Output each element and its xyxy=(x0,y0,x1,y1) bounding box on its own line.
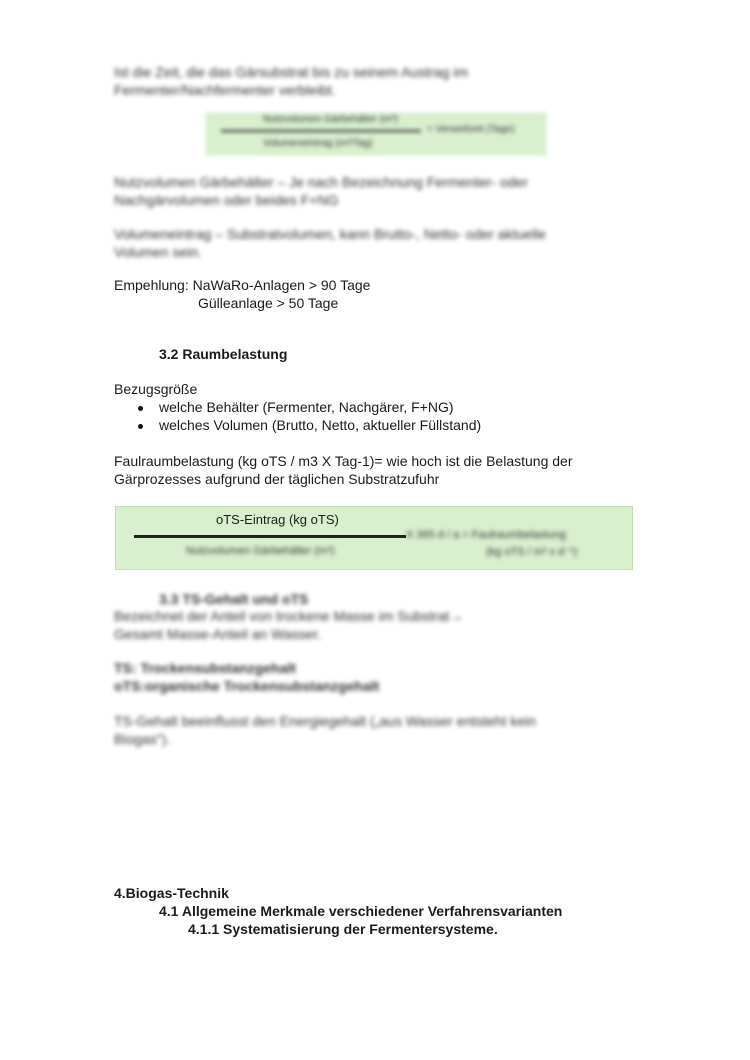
description-line: Faulraumbelastung (kg oTS / m3 X Tag-1)= wie hoch ist die Belastung der xyxy=(114,453,573,469)
subsection-heading: 4.1 Allgemeine Merkmale verschiedener Verfahrensvarianten xyxy=(159,903,563,919)
blurred-text-line: Nachgärvolumen oder beides F+NG xyxy=(114,192,339,208)
description-line: Gärprozesses aufgrund der täglichen Substratzufuhr xyxy=(114,471,440,487)
list-item: welche Behälter (Fermenter, Nachgärer, F+NG) xyxy=(159,399,454,415)
bullet-icon xyxy=(138,424,143,429)
blurred-text-line: TS-Gehalt beeinflusst den Energiegehalt („aus Wasser entsteht kein xyxy=(114,713,537,729)
blurred-text-line: Nutzvolumen Gärbehälter – Je nach Bezeichnung Fermenter- oder xyxy=(114,174,528,190)
bullet-icon xyxy=(138,406,143,411)
formula-box-raumbelastung xyxy=(115,506,633,570)
section-heading: 3.2 Raumbelastung xyxy=(159,346,288,362)
formula-numerator: oTS-Eintrag (kg oTS) xyxy=(216,512,339,527)
list-item: welches Volumen (Brutto, Netto, aktueller Füllstand) xyxy=(159,417,482,433)
formula-result: = Verweilzeit (Tage) xyxy=(427,124,515,135)
subsubsection-heading: 4.1.1 Systematisierung der Fermentersysteme. xyxy=(188,921,498,937)
chapter-heading: 4.Biogas-Technik xyxy=(114,885,229,901)
blurred-text-line: Volumeneintrag – Substratvolumen, kann Brutto-, Netto- oder aktuelle xyxy=(114,226,546,242)
formula-denominator: Volumeneintrag (m³/Tag) xyxy=(263,138,373,149)
blurred-text-line: Biogas"). xyxy=(114,731,171,747)
fraction-bar xyxy=(221,130,421,132)
blurred-text-line: Gesamt Masse-Anteil an Wasser. xyxy=(114,626,322,642)
recommendation-line: Empehlung: NaWaRo-Anlagen > 90 Tage xyxy=(114,277,371,293)
formula-denominator: Nutzvolumen Gärbehälter (m³) xyxy=(186,545,335,557)
formula-numerator: Nutzvolumen Gärbehälter (m³) xyxy=(263,114,399,125)
blurred-text-line: Ist die Zeit, die das Gärsubstrat bis zu seinem Austrag im xyxy=(114,64,469,80)
formula-result: X 365 d / a = Faulraumbelastung xyxy=(406,529,566,541)
blurred-text-line: Volumen sein. xyxy=(114,244,202,260)
formula-box-verweilzeit xyxy=(206,113,546,155)
fraction-bar xyxy=(134,535,406,538)
reference-label: Bezugsgröße xyxy=(114,381,198,397)
blurred-text-line: Fermenter/Nachfermenter verbleibt. xyxy=(114,82,336,98)
blurred-bold-line: oTS:organische Trockensubstanzgehalt xyxy=(114,678,380,694)
recommendation-line-2: Gülleanlage > 50 Tage xyxy=(198,295,339,311)
blurred-section-heading: 3.3 TS-Gehalt und oTS xyxy=(159,591,309,607)
formula-result-unit: (kg oTS / m³ x d⁻¹) xyxy=(486,546,578,558)
blurred-bold-line: TS: Trockensubstanzgehalt xyxy=(114,660,297,676)
blurred-text-line: Bezeichnet der Anteil von trockene Masse im Substrat→ xyxy=(114,608,464,624)
